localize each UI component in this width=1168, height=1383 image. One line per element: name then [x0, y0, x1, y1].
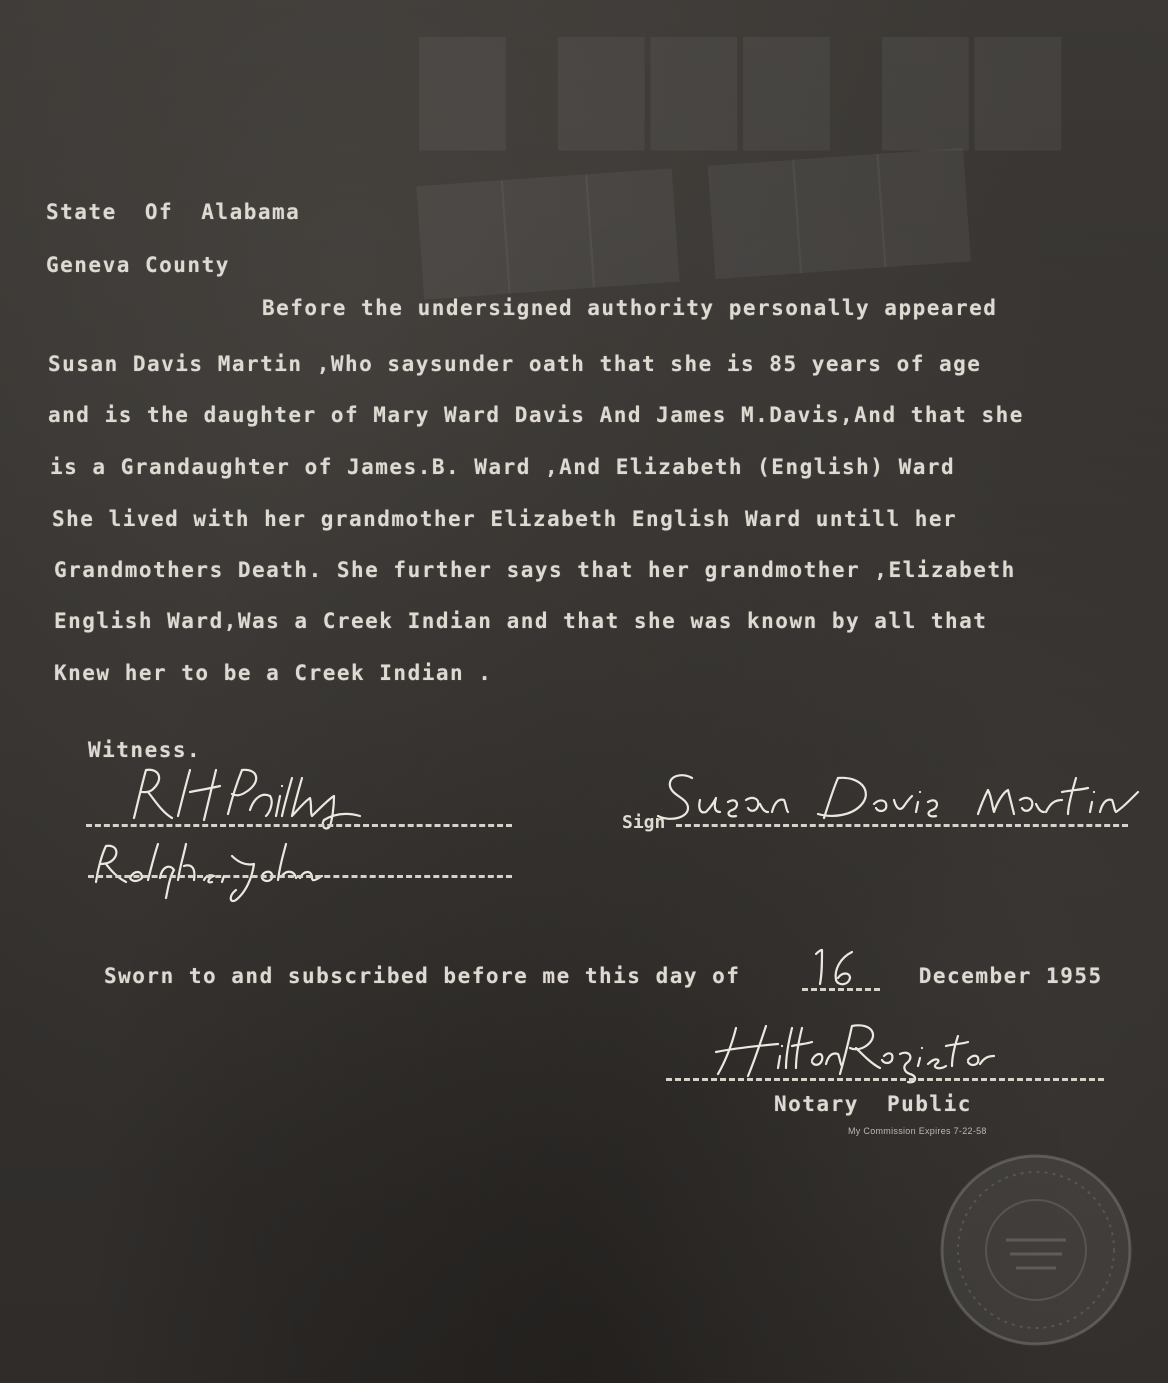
header-county: Geneva County [46, 253, 230, 277]
commission-note: My Commission Expires 7-22-58 [848, 1126, 987, 1136]
header-state: State Of Alabama [46, 200, 301, 224]
body-line-3: and is the daughter of Mary Ward Davis And James M.Davis,And that she [48, 403, 1024, 427]
witness-label: Witness. [88, 738, 202, 762]
sworn-day-handwritten [808, 944, 878, 990]
affiant-sign-line [676, 824, 1128, 827]
sworn-day-line [802, 988, 880, 991]
sign-label: Sign [622, 812, 666, 833]
notary-title: Notary Public [774, 1092, 972, 1116]
bleed-through-letterhead: ▇ ▇▇▇ ▇▇ [420, 20, 1069, 149]
notary-seal-icon [936, 1150, 1136, 1350]
witness-line-2 [88, 875, 512, 878]
witness-line-1 [86, 824, 512, 827]
witness-signature-1 [120, 762, 380, 826]
sworn-text: Sworn to and subscribed before me this day of [104, 964, 741, 988]
bleed-through-letterhead-2: ▇▇▇ ▇▇▇ [416, 131, 970, 298]
body-line-2: Susan Davis Martin ,Who saysunder oath that she is 85 years of age [48, 352, 982, 376]
body-line-6: Grandmothers Death. She further says that her grandmother ,Elizabeth [54, 558, 1016, 582]
sworn-statement [104, 964, 1103, 988]
body-line-4: is a Grandaughter of James.B. Ward ,And Elizabeth (English) Ward [50, 455, 956, 479]
body-line-5: She lived with her grandmother Elizabeth English Ward untill her [52, 507, 958, 531]
sworn-month-year: December 1955 [918, 964, 1103, 988]
witness-signature-2 [86, 836, 346, 906]
body-line-8: Knew her to be a Creek Indian . [54, 661, 493, 685]
notary-sign-line [666, 1078, 1104, 1081]
body-line-7: English Ward,Was a Creek Indian and that she was known by all that [54, 609, 988, 633]
notary-signature [696, 1016, 1006, 1086]
body-line-1: Before the undersigned authority personally appeared [262, 296, 998, 320]
